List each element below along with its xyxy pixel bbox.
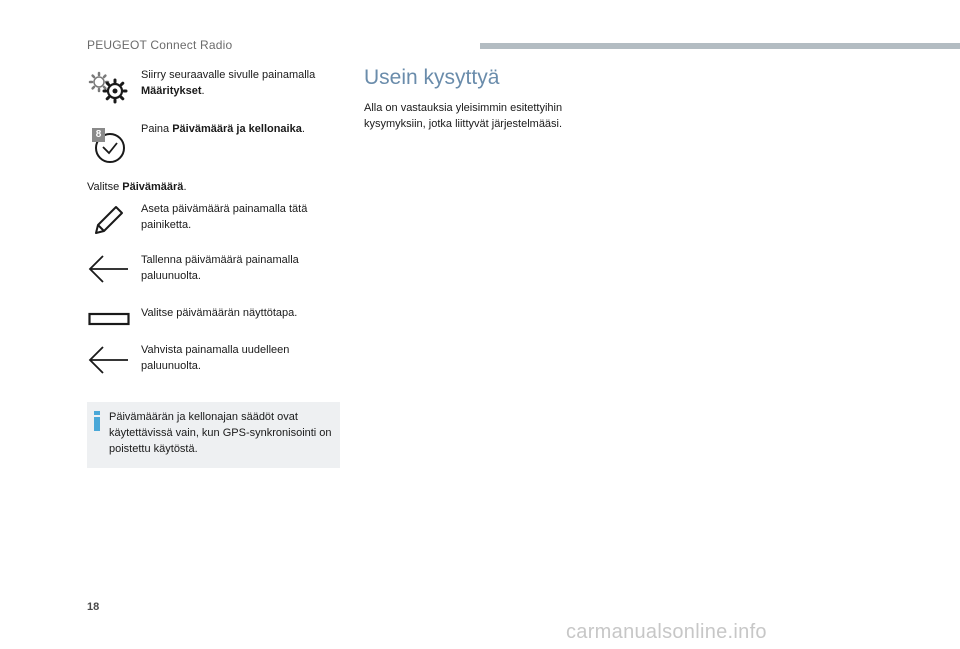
step-1-bold: Määritykset [141, 85, 202, 97]
back-arrow-icon [88, 254, 130, 289]
clock-icon [90, 126, 130, 171]
step-2-bold: Päivämäärä ja kellonaika [172, 123, 302, 135]
select-label: Valitse [87, 181, 123, 193]
info-icon [93, 411, 101, 436]
select-bold: Päivämäärä [122, 181, 184, 193]
step-1-suffix: . [201, 85, 205, 97]
step-1-label: Siirry seuraavalle sivulle painamalla [141, 69, 316, 81]
info-note-text: Päivämäärän ja kellonajan säädöt ovat käytettävissä vain, kun GPS-synkronisointi on poistettu käytöstä. [109, 411, 332, 455]
faq-intro: Alla on vastauksia yleisimmin esitettyihin kysymyksiin, jotka liittyvät järjestelmääsi. [364, 102, 563, 130]
step-1-text [141, 67, 341, 99]
sub-step-2-text: Tallenna päivämäärä painamalla paluunuolta. [141, 254, 299, 282]
pencil-icon [92, 203, 126, 242]
page-number: 18 [87, 601, 100, 613]
back-arrow-icon [88, 345, 130, 380]
step-badge: 8 [95, 129, 102, 140]
settings-gears-icon [87, 70, 131, 111]
format-bar-icon [88, 312, 130, 331]
info-note [87, 402, 340, 468]
sub-step-3-text: Valitse päivämäärän näyttötapa. [141, 307, 298, 319]
select-suffix: . [183, 181, 187, 193]
page-header-title: PEUGEOT Connect Radio [87, 38, 233, 52]
watermark: carmanualsonline.info [566, 621, 767, 643]
step-2-label: Paina [141, 123, 173, 135]
step-2-text [141, 121, 361, 137]
header-bar [480, 43, 960, 49]
select-date-line [87, 179, 187, 195]
sub-step-1-text: Aseta päivämäärä painamalla tätä painiketta. [141, 203, 308, 231]
faq-title: Usein kysyttyä [364, 66, 500, 89]
step-2-suffix: . [301, 123, 305, 135]
sub-step-4-text: Vahvista painamalla uudelleen paluunuolta. [141, 344, 290, 372]
